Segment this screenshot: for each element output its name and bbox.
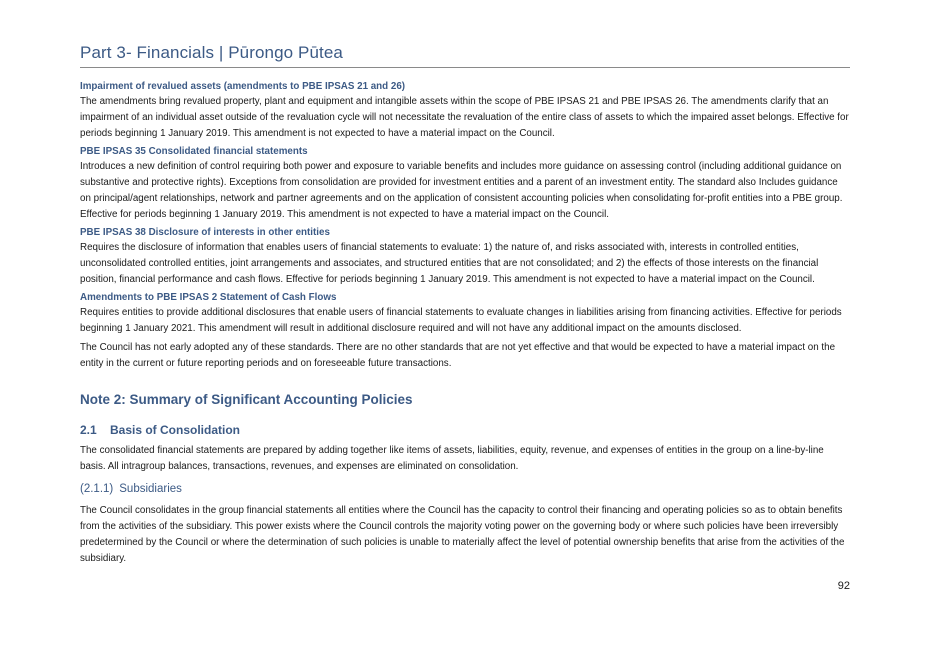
standard-section [80,291,850,337]
subsidiaries-paragraph: The Council consolidates in the group financial statements all entities where the Council has the capacity to control their financing and operating policies so as to obtain benefits from the activities of the subsidiary. This power exists where the Council controls the majority voting power on the governing body or where such policies have been irreversibly predetermined by the Council or where the determination of such policies is unable to materially affect the level of potential ownership benefits that arise from the activities of the subsidiary. [80,505,845,564]
closing-paragraph: The Council has not early adopted any of these standards. There are no other standards that are not yet effective and that would be expected to have a material impact on the entity in the current or future reporting periods and on foreseeable future transactions. [80,342,836,369]
section-heading: Amendments to PBE IPSAS 2 Statement of Cash Flows [80,292,337,303]
header-divider [80,67,850,68]
section-paragraph: Requires the disclosure of information that enables users of financial statements to evaluate: 1) the nature of, and risks associated with, interests in controlled entities, unconsolidated controlled entities, joint arrangements and associates, and structured entities that are not consolidated; and 2) the effects of those interests on the financial position, financial performance and cash flows. Effective for periods beginning 1 January 2019. This amendment is not expected to have a material impact on the Council. [80,242,819,285]
subsubsection-heading [80,481,850,497]
standard-section [80,226,850,288]
subsection-heading [80,422,850,438]
consolidation-paragraph: The consolidated financial statements are prepared by adding together like items of assets, liabilities, equity, revenue, and expenses of entities in the group on a line-by-line basis. All intragroup balances, transactions, revenues, and expenses are eliminated on consolidation. [80,445,824,472]
document-body [80,80,850,570]
page-number: 92 [837,580,850,592]
standard-section [80,80,850,142]
section-heading: Impairment of revalued assets (amendments to PBE IPSAS 21 and 26) [80,81,406,92]
section-paragraph: Requires entities to provide additional disclosures that enable users of financial statements to evaluate changes in liabilities arising from financing activities. Effective for periods beginning 1 January 2021. This amendment will result in additional disclosure required and will not have any additional impact on the amounts disclosed. [80,307,842,334]
section-heading: PBE IPSAS 35 Consolidated financial statements [80,146,308,157]
subsubsection-title: Subsidiaries [119,483,182,495]
section-paragraph: The amendments bring revalued property, plant and equipment and intangible assets within the scope of PBE IPSAS 21 and PBE IPSAS 26. The amendments clarify that an impairment of an individual asset outside of the revaluation cycle will not necessitate the revaluation of the entire class of assets to which the impaired asset belongs. Effective for periods beginning 1 January 2019. This amendment is not expected to have a material impact on the Council. [80,96,849,139]
note-heading: Note 2: Summary of Significant Accounting Policies [80,392,413,407]
section-paragraph: Introduces a new definition of control requiring both power and exposure to variable benefits and includes more guidance on assessing control (including additional guidance on substantive and protective rights). Exceptions from consolidation are provided for investment entities and a parent of an investment entity. The standard also Includes guidance on principal/agent relationships, network and partner agreements and on the application of consistent accounting policies when consolidating for-profit entities into a PBE group. Effective for periods beginning 1 January 2019. This amendment is not expected to have a material impact on the Council. [80,161,843,220]
subsubsection-number: (2.1.1) [80,483,114,495]
standard-section [80,145,850,223]
section-heading: PBE IPSAS 38 Disclosure of interests in other entities [80,227,330,238]
subsection-title: Basis of Consolidation [110,423,241,437]
page-header-title: Part 3- Financials | Pūrongo Pūtea [80,43,343,62]
subsection-number: 2.1 [80,423,97,437]
